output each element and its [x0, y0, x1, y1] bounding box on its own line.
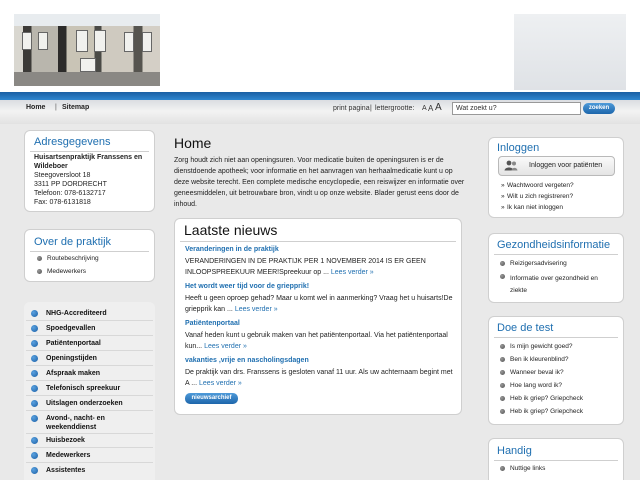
divider	[494, 337, 618, 338]
test-item[interactable]: Ben ik kleurenblind?	[510, 356, 569, 363]
site-header	[0, 0, 640, 92]
arrow-icon: »	[501, 204, 505, 211]
left-nav-item[interactable]: NHG-Accrediteerd	[46, 310, 107, 317]
left-nav-item[interactable]: Telefonisch spreekuur	[46, 385, 121, 392]
address-city: 3311 PP DORDRECHT	[34, 181, 107, 188]
left-nav-item[interactable]: Openingstijden	[46, 355, 97, 362]
font-size-label: lettergrootte:	[375, 105, 415, 112]
divider	[30, 251, 149, 252]
font-size-medium-button[interactable]: A	[428, 104, 434, 113]
bullet-icon	[37, 256, 42, 261]
news-item-text: De praktijk van drs. Franssens is gesloten vanaf 11 uur. Als uw achternaam begint met A ... Lees verder »	[185, 369, 453, 387]
left-nav-item[interactable]: Patiëntenportaal	[46, 340, 101, 347]
nav-bullet-icon	[31, 340, 38, 347]
arrow-icon: »	[501, 193, 505, 200]
about-item-staff[interactable]: Medewerkers	[47, 268, 87, 275]
health-info-title: Gezondheidsinformatie	[497, 239, 611, 251]
address-title: Adresgegevens	[34, 136, 111, 148]
forgot-password-link[interactable]: Wachtwoord vergeten?	[507, 182, 574, 189]
nav-sitemap-link[interactable]: Sitemap	[62, 104, 90, 111]
bullet-icon	[500, 466, 505, 471]
nav-bullet-icon	[31, 310, 38, 317]
test-item[interactable]: Wanneer beval ik?	[510, 369, 564, 376]
divider	[494, 254, 618, 255]
bullet-icon	[37, 269, 42, 274]
header-photo	[14, 14, 160, 86]
news-title: Laatste nieuws	[184, 222, 278, 238]
address-phone: Telefoon: 078-6132717	[34, 190, 106, 197]
read-more-link[interactable]: Lees verder »	[199, 380, 242, 387]
test-item[interactable]: Heb ik griep? Griepcheck	[510, 395, 583, 402]
bullet-icon	[500, 261, 505, 266]
utility-separator: |	[370, 105, 372, 112]
divider	[494, 460, 618, 461]
nav-separator: |	[55, 104, 57, 111]
news-item-title[interactable]: Patiëntenportaal	[185, 320, 240, 327]
nav-home-link[interactable]: Home	[26, 104, 46, 111]
arrow-icon: »	[501, 182, 505, 189]
page-title: Home	[174, 135, 212, 151]
nav-bullet-icon	[31, 415, 38, 422]
intro-text: Zorg houdt zich niet aan openingsuren. Voor medicatie buiten de openingsuren is er de dienstdoende apotheek; voor informatie en het aanvragen van herhaalmedicatie kunt u op deze website terecht. Een complete medische encyclopedie, een reiswijzer en informatie over geneesmiddelen, uit betrouwbare bron, vindt u op onze website. Blader gerust eens door de inhoud.	[174, 157, 465, 208]
font-size-large-button[interactable]: A	[435, 102, 442, 113]
search-input[interactable]	[452, 102, 581, 115]
left-nav-item[interactable]: Spoedgevallen	[46, 325, 96, 332]
left-nav-item[interactable]: Avond-, nacht- en weekenddienst	[46, 415, 105, 431]
practice-name: Huisartsenpraktijk Franssens en Wildeboer	[34, 154, 143, 170]
test-item[interactable]: Heb ik griep? Griepcheck	[510, 408, 583, 415]
cannot-login-link[interactable]: Ik kan niet inloggen	[507, 204, 564, 211]
register-link[interactable]: Wilt u zich registreren?	[507, 193, 574, 200]
test-item[interactable]: Is mijn gewicht goed?	[510, 343, 573, 350]
left-nav-item[interactable]: Afspraak maken	[46, 370, 101, 377]
bullet-icon	[500, 383, 505, 388]
about-title: Over de praktijk	[34, 236, 112, 248]
nav-bullet-icon	[31, 452, 38, 459]
news-item-text: Vanaf heden kunt u gebruik maken van het patiëntenportaal. Via het patiëntenportaal kun... Lees verder »	[185, 332, 448, 350]
search-button[interactable]: zoeken	[583, 103, 615, 114]
about-item-route[interactable]: Routebeschrijving	[47, 255, 99, 262]
users-icon	[504, 160, 518, 171]
font-size-small-button[interactable]: A	[422, 105, 427, 112]
login-title: Inloggen	[497, 142, 540, 154]
nav-bullet-icon	[31, 355, 38, 362]
health-item-info[interactable]: Informatie over gezondheid en ziekte	[510, 275, 598, 294]
divider	[30, 151, 149, 152]
nav-bullet-icon	[31, 370, 38, 377]
bullet-icon	[500, 370, 505, 375]
patient-login-label: Inloggen voor patiënten	[529, 162, 603, 169]
news-item-text: Heeft u geen oproep gehad? Maar u komt wel in aanmerking? Vraag het u huisarts!De griepprik kan ... Lees verder »	[185, 295, 453, 313]
bullet-icon	[500, 344, 505, 349]
nav-bullet-icon	[31, 437, 38, 444]
handy-item-links[interactable]: Nuttige links	[510, 465, 546, 472]
test-item[interactable]: Hoe lang word ik?	[510, 382, 563, 389]
nav-bullet-icon	[31, 325, 38, 332]
address-fax: Fax: 078-6131818	[34, 199, 91, 206]
bullet-icon	[500, 274, 505, 279]
read-more-link[interactable]: Lees verder »	[234, 306, 278, 313]
news-item-title[interactable]: Veranderingen in de praktijk	[185, 246, 279, 253]
news-item-title[interactable]: Het wordt weer tijd voor de griepprik!	[185, 283, 310, 290]
left-nav-item[interactable]: Huisbezoek	[46, 437, 85, 444]
bullet-icon	[500, 357, 505, 362]
news-archive-button[interactable]: nieuwsarchief	[185, 393, 238, 404]
bullet-icon	[500, 396, 505, 401]
nav-bullet-icon	[31, 400, 38, 407]
left-nav-item[interactable]: Uitslagen onderzoeken	[46, 400, 123, 407]
test-title: Doe de test	[497, 322, 554, 334]
news-item-title[interactable]: vakanties ,vrije en nascholingsdagen	[185, 357, 309, 364]
print-page-link[interactable]: print pagina	[333, 105, 370, 112]
address-street: Steegoversloot 18	[34, 172, 91, 179]
nav-bullet-icon	[31, 467, 38, 474]
news-item-text: VERANDERINGEN IN DE PRAKTIJK PER 1 NOVEMBER 2014 IS ER GEEN INLOOPSPREEKUUR MEER!Spreekuur op ... Lees verder »	[185, 258, 426, 276]
left-nav-item[interactable]: Medewerkers	[46, 452, 91, 459]
nav-bullet-icon	[31, 385, 38, 392]
header-side-panel	[514, 14, 626, 90]
divider	[180, 241, 456, 242]
read-more-link[interactable]: Lees verder »	[330, 269, 374, 276]
handy-title: Handig	[497, 445, 532, 457]
read-more-link[interactable]: Lees verder »	[204, 343, 247, 350]
left-nav-item[interactable]: Assistentes	[46, 467, 86, 474]
health-item-travel[interactable]: Reizigersadvisering	[510, 260, 567, 267]
bullet-icon	[500, 409, 505, 414]
